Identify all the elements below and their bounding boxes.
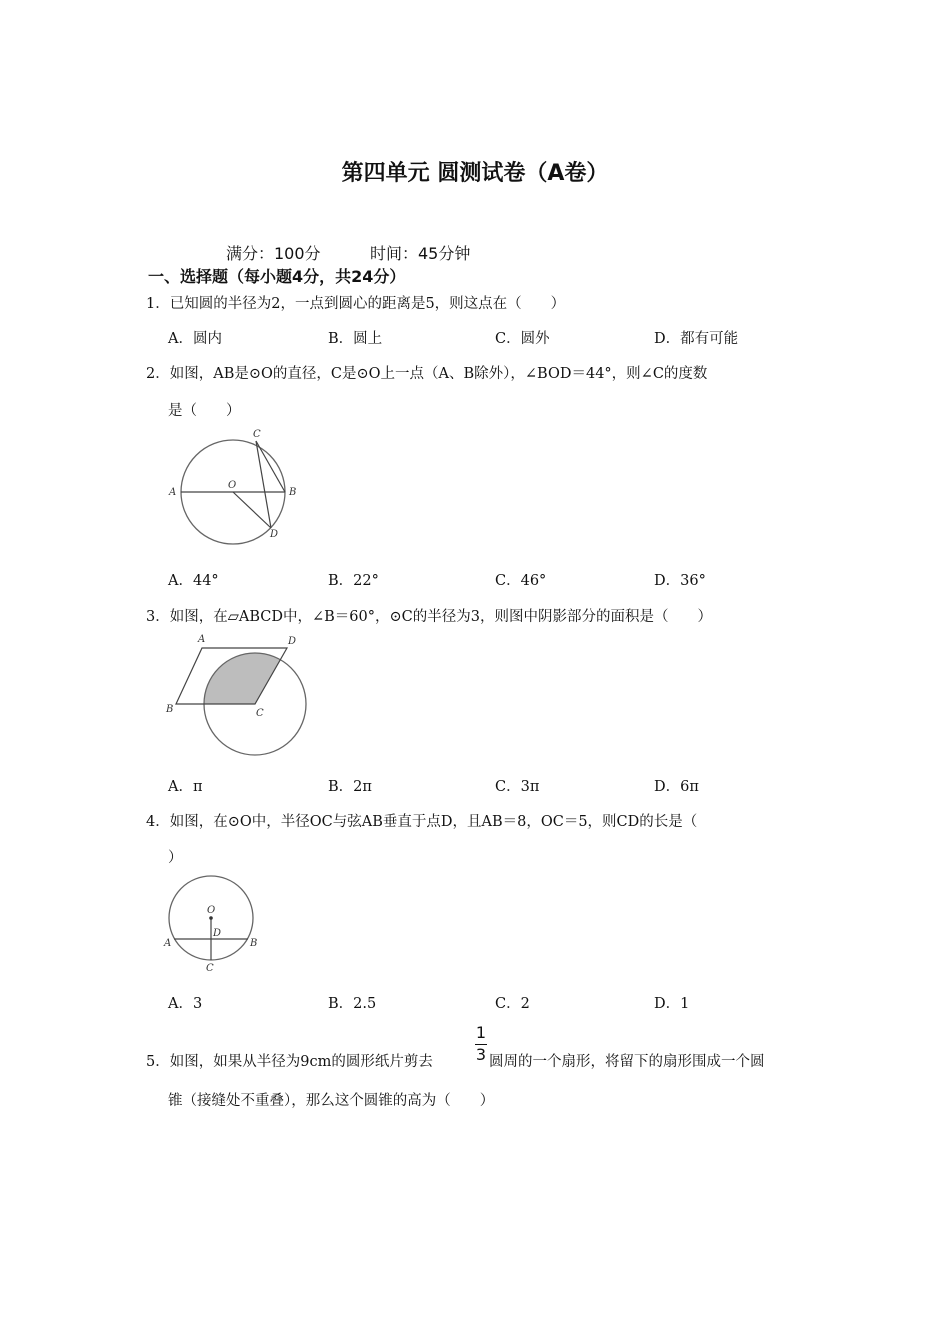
shaded-sector [204, 653, 280, 704]
question-2-option-c[interactable]: C．46° [495, 573, 547, 589]
question-1-option-b[interactable]: B．圆上 [328, 331, 383, 347]
label-c: C [256, 708, 264, 719]
label-c: C [253, 429, 261, 440]
question-4-stem: 4．如图，在⊙O中，半径OC与弦AB垂直于点D，且AB＝8，OC＝5，则CD的长是（ [146, 814, 698, 830]
question-4-option-c[interactable]: C．2 [495, 996, 530, 1012]
question-3-figure [160, 630, 320, 760]
label-a: A [198, 634, 206, 645]
question-3-option-b[interactable]: B．2π [328, 779, 372, 795]
question-4-option-a[interactable]: A．3 [168, 996, 203, 1012]
label-o: O [207, 905, 216, 916]
label-b: B [166, 704, 174, 715]
fraction-numerator: 1 [475, 1023, 487, 1042]
center-o [209, 916, 213, 920]
time-limit: 时间：45分钟 [370, 244, 471, 263]
question-4-option-d[interactable]: D．1 [654, 996, 690, 1012]
question-2-option-a[interactable]: A．44° [168, 573, 219, 589]
question-2-option-b[interactable]: B．22° [328, 573, 379, 589]
question-3-stem: 3．如图，在▱ABCD中，∠B＝60°，⊙C的半径为3，则图中阴影部分的面积是（ ） [146, 609, 712, 625]
question-3-option-a[interactable]: A．π [168, 779, 203, 795]
full-score: 满分：100分 [226, 244, 321, 263]
label-b: B [250, 938, 258, 949]
label-o: O [228, 480, 237, 491]
label-c: C [206, 963, 214, 974]
question-2-stem-cont: 是（ ） [168, 403, 241, 419]
question-2-figure [160, 425, 310, 550]
label-d: D [270, 529, 279, 540]
label-b: B [289, 487, 297, 498]
label-d: D [288, 636, 297, 647]
question-4-figure [160, 872, 270, 977]
question-1-option-a[interactable]: A．圆内 [168, 331, 222, 347]
question-5-stem-after: 圆周的一个扇形，将留下的扇形围成一个圆 [489, 1054, 765, 1070]
label-a: A [169, 487, 177, 498]
question-3-option-c[interactable]: C．3π [495, 779, 540, 795]
section-heading: 一、选择题（每小题4分，共24分） [148, 267, 406, 286]
question-3-option-d[interactable]: D．6π [654, 779, 699, 795]
question-5-stem-cont: 锥（接缝处不重叠），那么这个圆锥的高为（ ） [168, 1093, 495, 1109]
label-d: D [213, 928, 222, 939]
page-title: 第四单元 圆测试卷（A卷） [341, 161, 609, 186]
fraction-denominator: 3 [475, 1045, 487, 1064]
question-4-option-b[interactable]: B．2.5 [328, 996, 377, 1012]
question-2-stem: 2．如图，AB是⊙O的直径，C是⊙O上一点（A、B除外），∠BOD＝44°，则∠C的度数 [146, 366, 708, 382]
question-1-option-d[interactable]: D．都有可能 [654, 331, 739, 347]
question-4-stem-cont: ） [168, 850, 183, 866]
question-1-option-c[interactable]: C．圆外 [495, 331, 550, 347]
question-2-option-d[interactable]: D．36° [654, 573, 706, 589]
label-a: A [164, 938, 172, 949]
question-1-stem: 1．已知圆的半径为2，一点到圆心的距离是5，则这点在（ ） [146, 296, 566, 312]
question-5-stem: 5．如图，如果从半径为9cm的圆形纸片剪去 [146, 1054, 433, 1070]
